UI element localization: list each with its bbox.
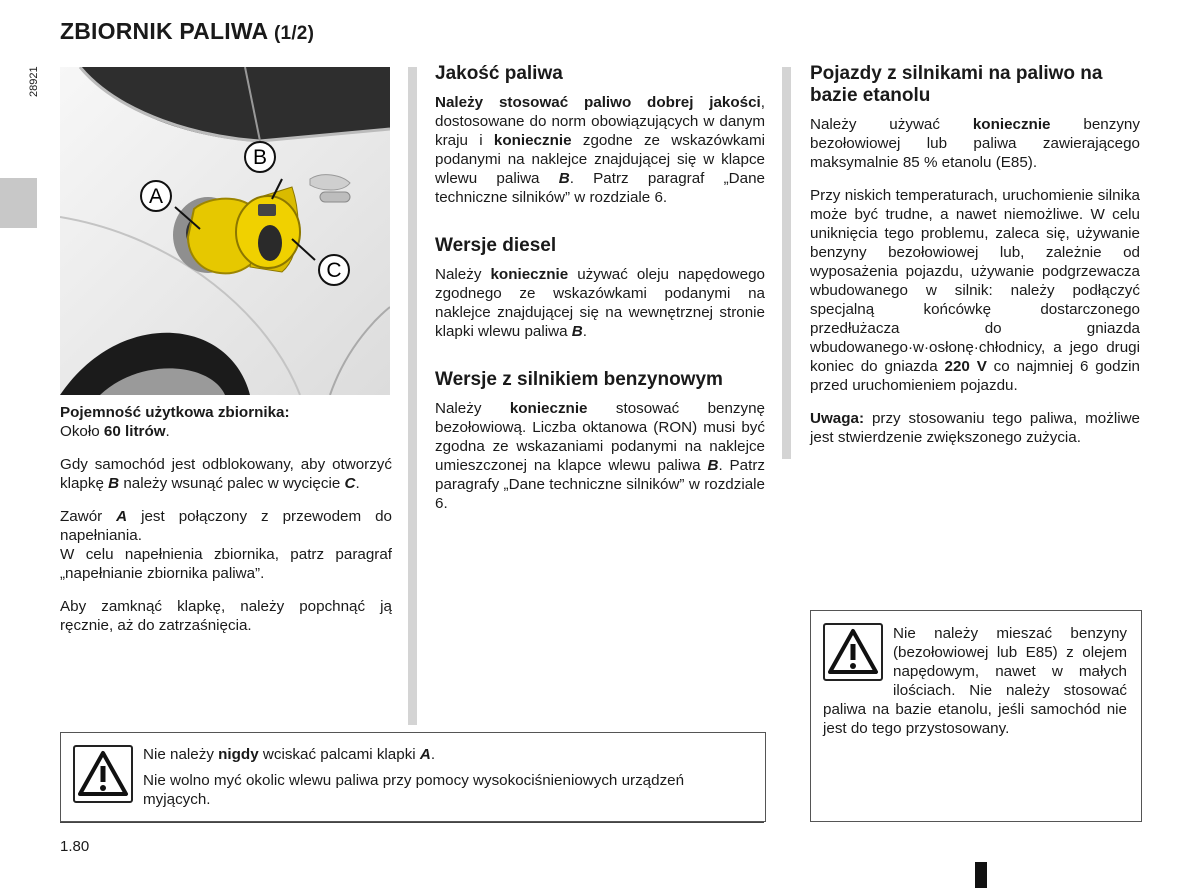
chapter-tab <box>0 178 37 228</box>
left-column <box>60 403 392 649</box>
capacity-paragraph: Pojemność użytkowa zbiornika: Około 60 litrów. <box>60 404 290 440</box>
page-title-part: (1/2) <box>274 23 315 44</box>
section-heading-diesel: Wersje diesel <box>435 235 557 256</box>
cold-start-paragraph: Przy niskich temperaturach, uruchomienie silnika może być trudne, a nawet niemożliwe. W celu uniknięcia tego problemu, zaleca się, używanie benzyny bezołowiowej lub, zależnie od wyposażenia pojazdu, używanie podgrzewacza wbudowanego w silnik: należy podłączyć specjalną końcówkę dostarczonego przedłużacza do gniazda wbudowanego·w·osłonę·chłodnicy, a jego drugi koniec do gniazda 220 V co najmniej 6 godzin przed uruchomieniem pojazdu. <box>810 187 1140 394</box>
warning-text-mixing: Nie należy mieszać benzyny (bezołowiowej lub E85) z olejem napędowym, nawet w małych ilościach. Nie należy stosować paliwa na bazie etanolu, jeśli samochód nie jest do tego przystosowany. <box>823 625 1127 737</box>
page-title: ZBIORNIK PALIWA (1/2) <box>60 18 315 44</box>
petrol-paragraph: Należy koniecznie stosować benzynę bezołowiową. Liczba oktanowa (RON) musi być zgodna ze wskazaniami podanymi na naklejce umieszczonej na klapce wlewu paliwa B. Patrz paragrafy „Dane techniczne silników” w rozdziale 6. <box>435 400 765 512</box>
column-divider <box>408 67 417 725</box>
callout-b-label: B <box>252 146 268 169</box>
fuel-flap-illustration <box>60 67 390 395</box>
section-heading-fuel-quality: Jakość paliwa <box>435 63 563 84</box>
page-number: 1.80 <box>60 838 90 855</box>
note-paragraph: Uwaga: przy stosowaniu tego paliwa, możliwe jest stwierdzenie zwiększonego zużycia. <box>810 410 1140 446</box>
section-heading-ethanol: Pojazdy z silnikami na paliwo na bazie etanolu <box>810 63 1103 106</box>
section-heading-petrol: Wersje z silnikiem benzynowym <box>435 369 723 390</box>
callout-c-label: C <box>326 259 342 282</box>
warning-line-2: Nie wolno myć okolic wlewu paliwa przy pomocy wysokociśnieniowych urządzeń myjących. <box>143 772 685 808</box>
photo-id-label: 28921 <box>28 66 40 97</box>
valve-paragraph: Zawór A jest połączony z przewodem do napełniania. W celu napełnienia zbiornika, patrz paragraf „napełnianie zbiornika paliwa”. <box>60 508 392 582</box>
open-flap-paragraph: Gdy samochód jest odblokowany, aby otworzyć klapkę B należy wsunąć palec w wycięcie C. <box>60 456 392 492</box>
footer-rule <box>60 822 764 823</box>
page-edge-mark <box>975 862 987 888</box>
warning-box-flap <box>60 732 766 822</box>
middle-column <box>435 63 765 527</box>
right-column <box>810 63 1140 461</box>
ethanol-paragraph: Należy używać koniecznie benzyny bezołowiowej lub paliwa zawierającego maksymalnie 85 % etanolu (E85). <box>810 116 1140 171</box>
fuel-quality-paragraph: Należy stosować paliwo dobrej jakości, dostosowane do norm obowiązujących w danym kraju i koniecznie zgodne ze wskazówkami podanymi na naklejce znajdującej się w klapce wlewu paliwa B. Patrz paragraf „Dane techniczne silników” w rozdziale 6. <box>435 94 765 206</box>
fuel-flap-photo <box>60 67 390 395</box>
callout-a-label: A <box>148 185 164 208</box>
diesel-paragraph: Należy koniecznie używać oleju napędowego zgodnego ze wskazówkami podanymi na naklejce znajdującej się na wewnętrznej stronie klapki wlewu paliwa B. <box>435 266 765 340</box>
warning-box-mixing <box>810 610 1142 822</box>
warning-icon <box>73 745 133 803</box>
column-divider <box>782 67 791 459</box>
warning-line-1: Nie należy nigdy wciskać palcami klapki A. <box>143 746 436 763</box>
close-flap-paragraph: Aby zamknąć klapkę, należy popchnąć ją ręcznie, aż do zatrzaśnięcia. <box>60 598 392 634</box>
warning-text-flap <box>143 745 753 809</box>
